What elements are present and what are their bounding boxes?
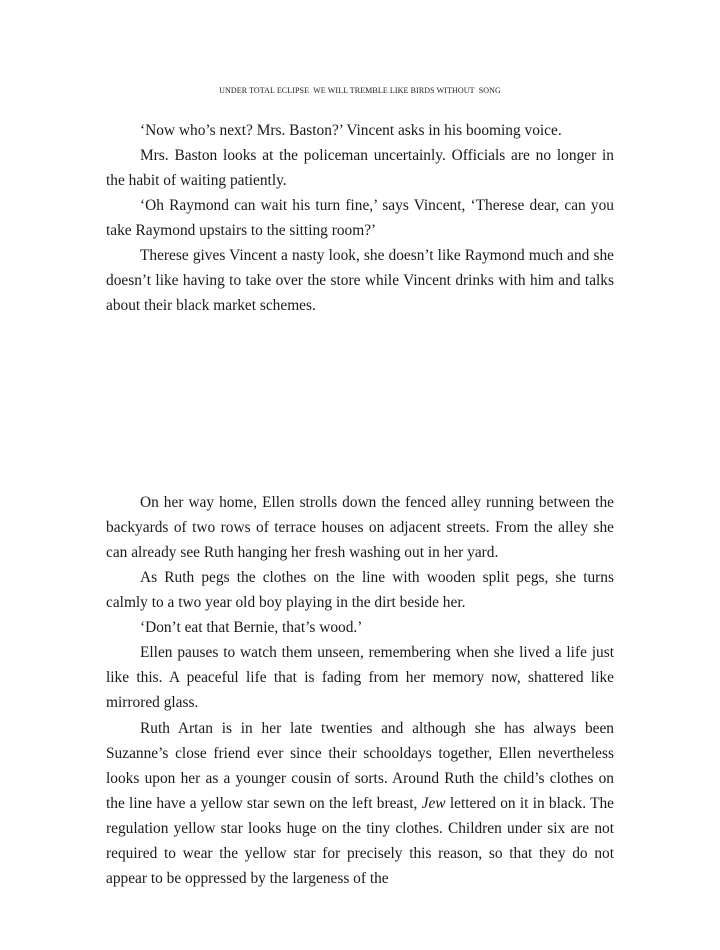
paragraph: ‘Now who’s next? Mrs. Baston?’ Vincent asks in his booming voice. xyxy=(140,122,562,139)
text-section-3 xyxy=(106,716,614,891)
text-section-1 xyxy=(106,118,614,318)
paragraph xyxy=(106,716,614,891)
paragraph-text: lettered on it in black. The regulation yellow star looks huge on the tiny clothes. Children under six are not required to wear the yellow star for precisely this reason, so that they do not appear to be oppressed by the largeness of the xyxy=(106,795,614,887)
paragraph: On her way home, Ellen strolls down the fenced alley running between the backyards of two rows of terrace houses on adjacent streets. From the alley she can already see Ruth hanging her fresh washing out in her yard. xyxy=(106,494,614,561)
paragraph: Mrs. Baston looks at the policeman uncertainly. Officials are no longer in the habit of waiting patiently. xyxy=(106,147,614,189)
paragraph: Therese gives Vincent a nasty look, she doesn’t like Raymond much and she doesn’t like having to take over the store while Vincent drinks with him and talks about their black market schemes. xyxy=(106,247,614,314)
paragraph-text: Ruth Artan is in her late twenties and although she has always been Suzanne’s close friend ever since their schooldays together, Ellen nevertheless looks upon her as a younger cousin of sorts. Around Ruth the child’s clothes on the line have a yellow star sewn on the left breast, xyxy=(106,720,614,812)
paragraph: As Ruth pegs the clothes on the line with wooden split pegs, she turns calmly to a two year old boy playing in the dirt beside her. xyxy=(106,569,614,611)
paragraph: Ellen pauses to watch them unseen, remembering when she lived a life just like this. A peaceful life that is fading from her memory now, shattered like mirrored glass. xyxy=(106,644,614,711)
text-section-2 xyxy=(106,490,614,715)
paragraph: ‘Oh Raymond can wait his turn fine,’ says Vincent, ‘Therese dear, can you take Raymond upstairs to the sitting room?’ xyxy=(106,197,614,239)
running-header: UNDER TOTAL ECLIPSE WE WILL TREMBLE LIKE BIRDS WITHOUT SONG xyxy=(219,86,501,95)
paragraph: ‘Don’t eat that Bernie, that’s wood.’ xyxy=(140,619,363,636)
italic-word: Jew xyxy=(421,795,446,812)
